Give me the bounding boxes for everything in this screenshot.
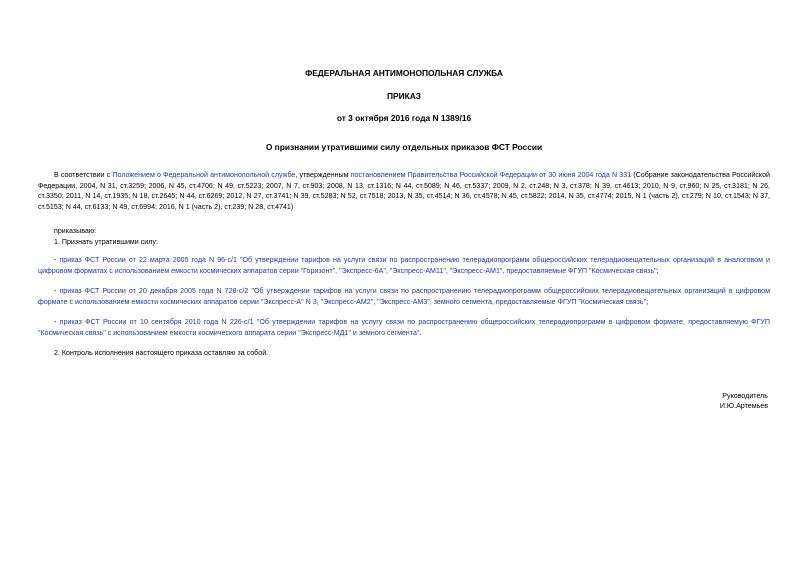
preamble-text-3: (Собрание законодательства Российской Федерации, 2004, N 31, ст.3259; 2006, N 45, ст.4706; N 49, ст.5223; 2007, N 7, ст.903; 2008, N 13, ст.1316; N 44, ст.5089; N 46, ст.5337; 2009, N 2, ст.248; N 3, ст.378; N 39, ст.4613; 2010, N 9, ст.960; N 25, ст.3181; N 26, ст.3350; 2011, N 14, ст.1935; N 18, ст.2645; N 44, ст.6269; 2012, N 27, ст.3741; N 39, ст.5283; N 52, ст.7518; 2013, N 35, ст.4514; N 36, ст.4578; N 45, ст.5822; 2014, N 35, ст.4774; 2015, N 1 (часть 2), ст.279; N 10, ст.1543; N 37, ст.5153; N 44, ст.6133; N 49, ст.6994; 2016, N 1 (часть 2), ст.239; N 28, ст.4741) [38,171,770,211]
preamble-paragraph [38,170,770,212]
preamble-text-2: , утвержденным [295,171,351,179]
order-item-2: 2. Контроль исполнения настоящего приказа оставляю за собой. [54,349,269,357]
bullet-end: . [419,328,422,337]
signatory-role: Руководитель [722,392,768,400]
bullet-dash: - [54,256,60,264]
document-kind: ПРИКАЗ [386,91,422,101]
bullet-dash: - [54,318,60,326]
document-date-number: от 3 октября 2016 года N 1389/16 [336,113,472,123]
bullet-end: ; [656,266,659,275]
order-lead: приказываю: [54,227,97,235]
government-decree-link[interactable]: постановлением Правительства Российской Федерации от 30 июня 2004 года N 331 [350,171,632,179]
signatory-name: И.Ю.Артемьев [719,402,768,410]
revoked-order-3-link[interactable]: приказ ФСТ России от 10 сентября 2010 года N 226-с/1 "Об утверждении тарифов на услугу связи по распространению общероссийских телерадиопрограмм в цифровом формате, предоставляемую ФГУП "Космическая связь" с использованием емкости космического аппарата серии "Экспресс-МД1" и земного сегмента" [38,318,771,337]
agency-name: ФЕДЕРАЛЬНАЯ АНТИМОНОПОЛЬНАЯ СЛУЖБА [305,68,503,78]
document-page [38,0,770,571]
order-item-1: 1. Признать утратившими силу: [54,238,158,246]
revoked-order-2 [38,286,770,307]
regulation-link[interactable]: Положением о Федеральной антимонопольной службе [112,171,296,179]
revoked-order-3 [38,317,770,338]
revoked-order-1-link[interactable]: приказ ФСТ России от 22 марта 2005 года N 96-с/1 "Об утверждении тарифов на услуги связи по распространению телерадиопрограмм общероссийских телерадиовещательных организаций в аналоговом и цифровом форматах с использованием емкости космических аппаратов серии "Горизонт", "Экспресс-6А", "Экспресс-АМ11", "Экспресс-АМ1", предоставляемые ФГУП "Космическая связь" [38,256,770,275]
revoked-order-2-link[interactable]: приказ ФСТ России от 20 декабря 2005 года N 728-с/2 "Об утверждении тарифов на услуги связи по распространению телерадиопрограмм общероссийских телерадиовещательных организаций в цифровом формате с использованием емкости космических аппаратов серии "Экспресс-А" N 3, "Экспресс-АМ2", "Экспресс-АМ3", земного сегмента, предоставляемые ФГУП "Космическая связь" [38,287,770,306]
bullet-dash: - [54,287,60,295]
revoked-order-1 [38,255,770,276]
document-title: О признании утратившими силу отдельных приказов ФСТ России [265,142,543,152]
preamble-text-1: В соответствии с [54,171,113,179]
bullet-end: ; [646,297,649,306]
